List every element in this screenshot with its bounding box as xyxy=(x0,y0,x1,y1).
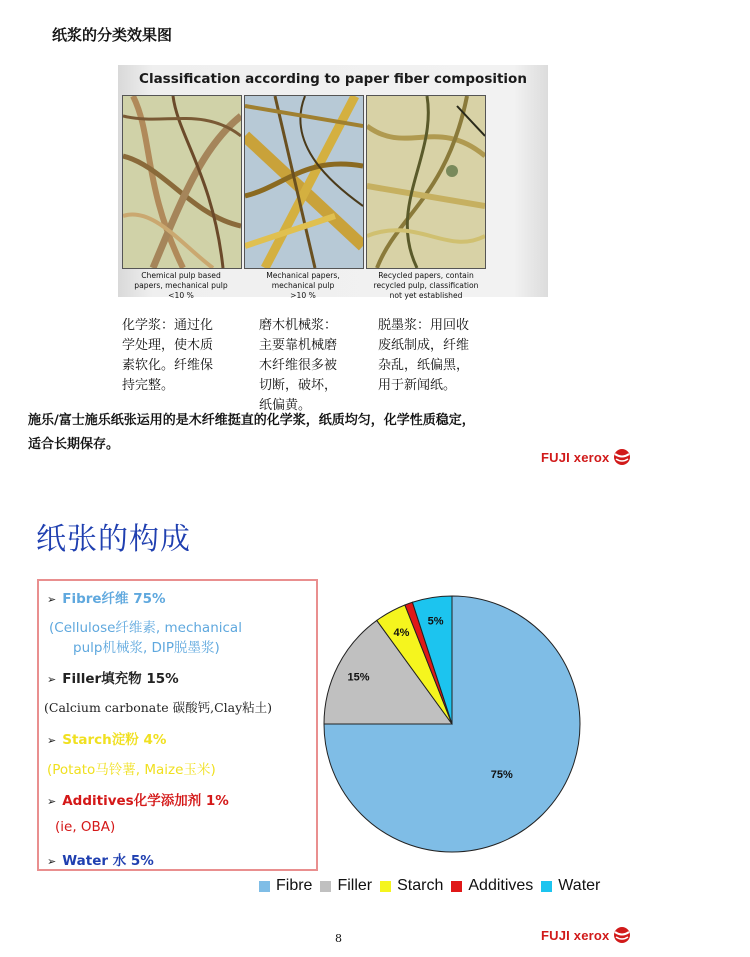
logo-text: FUJI xerox xyxy=(541,449,610,465)
arrow-bullet-icon: ➢ xyxy=(47,673,57,686)
legend-item-additives: Additives xyxy=(451,877,533,895)
legend-swatch xyxy=(541,881,552,892)
additives-sub: (ie, OBA) xyxy=(55,819,116,835)
arrow-bullet-icon: ➢ xyxy=(47,855,57,868)
summary-text xyxy=(28,409,475,457)
arrow-bullet-icon: ➢ xyxy=(47,795,57,808)
composition-title: 纸张的构成 xyxy=(36,522,191,557)
fuji-xerox-logo xyxy=(541,448,631,466)
composition-pie-chart xyxy=(320,592,585,857)
pie-label-fibre: 75% xyxy=(490,768,513,781)
cn-line: 化学浆：通过化 xyxy=(122,318,214,333)
micrograph-panel xyxy=(118,65,548,300)
legend-swatch xyxy=(380,881,391,892)
xerox-ball-icon xyxy=(613,448,631,466)
cn-line: 纸偏黄。 xyxy=(259,398,312,413)
filler-sub: (Calcium carbonate 碳酸钙,Clay粘土) xyxy=(44,700,273,715)
cn-line: 学处理，使木质 xyxy=(122,338,214,353)
legend-item-starch: Starch xyxy=(380,877,443,895)
fibre-sub-1: (Cellulose纤维素, mechanical xyxy=(49,620,242,636)
pie-label-water: 5% xyxy=(427,615,444,628)
pie-label-starch: 4% xyxy=(393,627,410,640)
cn-column-mechanical xyxy=(259,316,337,416)
micrograph-mechanical-image xyxy=(244,95,364,269)
cn-line: 素软化。纤维保 xyxy=(122,358,214,373)
cn-line: 木纤维很多被 xyxy=(259,358,338,373)
micrograph-title: Classification according to paper fiber composition xyxy=(139,71,527,87)
cn-line: 用于新闻纸。 xyxy=(378,378,457,393)
legend-swatch xyxy=(259,881,270,892)
micrograph-chemical-image xyxy=(122,95,242,269)
water-item: ➢ Water 水 5% xyxy=(47,853,154,869)
xerox-ball-icon xyxy=(613,926,631,944)
cn-column-chemical xyxy=(122,316,213,396)
pie-label-filler: 15% xyxy=(347,671,370,684)
cn-line: 切断，破坏， xyxy=(259,378,338,393)
legend-item-fibre: Fibre xyxy=(259,877,312,895)
logo-text: FUJI xerox xyxy=(541,927,610,943)
arrow-bullet-icon: ➢ xyxy=(47,734,57,747)
fuji-xerox-logo-footer xyxy=(541,926,631,944)
cn-line: 脱墨浆：用回收 xyxy=(378,318,470,333)
cn-line: 废纸制成，纤维 xyxy=(378,338,470,353)
legend-swatch xyxy=(320,881,331,892)
additives-item: ➢ Additives化学添加剂 1% xyxy=(47,793,229,809)
filler-item: ➢ Filler填充物 15% xyxy=(47,671,179,687)
pie-legend xyxy=(259,877,608,895)
cn-column-recycled xyxy=(378,316,469,396)
arrow-bullet-icon: ➢ xyxy=(47,593,57,606)
summary-line: 适合长期保存。 xyxy=(28,437,120,452)
legend-item-water: Water xyxy=(541,877,600,895)
micrograph-caption-chemical: Chemical pulp based papers, mechanical pulp <10 % xyxy=(134,271,228,300)
cn-line: 磨木机械浆： xyxy=(259,318,338,333)
cn-line: 杂乱，纸偏黑， xyxy=(378,358,470,373)
cn-line: 主要靠机械磨 xyxy=(259,338,338,353)
micrograph-recycled-image xyxy=(366,95,486,269)
fibre-item: ➢ Fibre纤维 75% xyxy=(47,591,166,607)
section-title: 纸浆的分类效果图 xyxy=(52,26,173,44)
summary-line: 施乐/富士施乐纸张运用的是木纤维挺直的化学浆，纸质均匀，化学性质稳定， xyxy=(28,413,475,428)
starch-sub: (Potato马铃薯, Maize玉米) xyxy=(47,762,216,778)
micrograph-caption-recycled: Recycled papers, contain recycled pulp, classification not yet established xyxy=(373,271,479,300)
legend-item-filler: Filler xyxy=(320,877,372,895)
composition-box xyxy=(37,579,318,871)
micrograph-caption-mechanical: Mechanical papers, mechanical pulp >10 % xyxy=(266,271,340,300)
legend-swatch xyxy=(451,881,462,892)
page-number: 8 xyxy=(335,932,342,945)
starch-item: ➢ Starch淀粉 4% xyxy=(47,732,167,748)
cn-line: 持完整。 xyxy=(122,378,175,393)
fibre-sub-2: pulp机械浆, DIP脱墨浆) xyxy=(73,640,220,656)
